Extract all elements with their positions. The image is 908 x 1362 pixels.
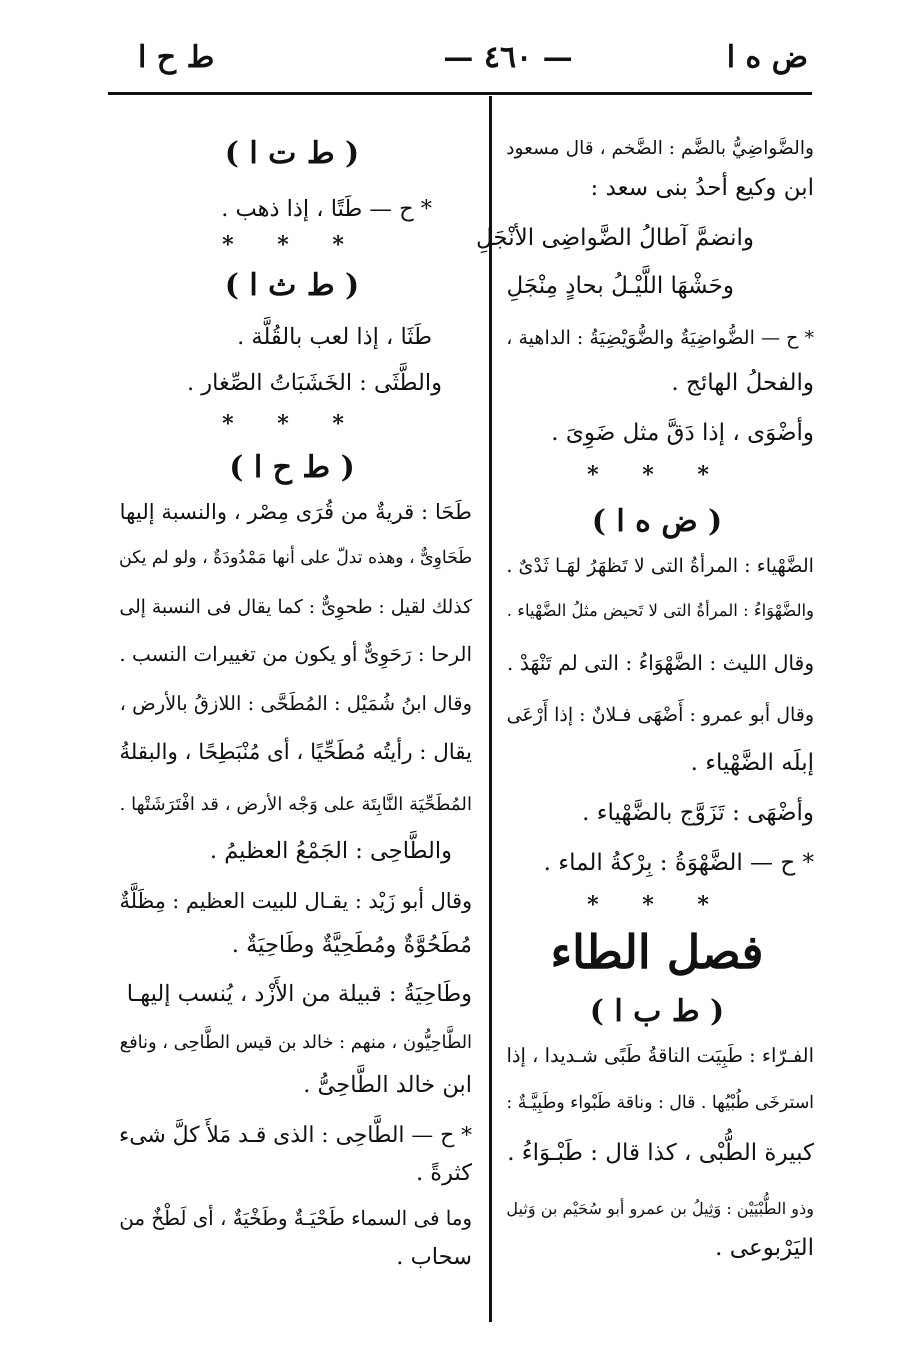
entry-heading: ( ط ب ا ): [589, 994, 725, 1029]
text-line: طَحَاوِىٌّ ، وهذه تدلّ على أنها مَمْدُودَةٌ ، ولو لم يكن: [118, 548, 472, 568]
text-line: كبيرة الطُّبْى ، كذا قال : طَبْـوَاءُ .: [507, 1140, 814, 1166]
text-line: وقال ابنُ شُمَيْل : المُطَحَّى : اللازقُ بالأرض ،: [119, 692, 472, 715]
section-separator: * * *: [587, 462, 727, 488]
text-line: طَثَا ، إذا لعب بالقُلَّة .: [237, 324, 432, 350]
text-line: يقال : رأيتُه مُطَحِّيًا ، أى مُنْبَطِحًا ، والبقلةُ: [119, 740, 472, 765]
text-line: ابن وكيع أحدُ بنى سعد :: [590, 175, 814, 201]
entry-heading: ( ض ه ا ): [591, 504, 723, 539]
header-right-root: ض ه ا: [726, 40, 808, 75]
section-title: فصل الطاء: [550, 925, 764, 979]
text-line: الفـرّاء : طَبِيَت الناقةُ طَبًى شـديدا ، إذا: [506, 1044, 814, 1067]
text-line: كذلك لقيل : طحوِىٌّ : كما يقال فى النسبة إلى: [119, 597, 472, 618]
section-separator: * * *: [222, 232, 362, 258]
text-line: * ح — الطَّاحِى : الذى قـد مَلأَ كلَّ شىء: [118, 1123, 472, 1148]
text-line: والطَّثَى : الخَشَبَاتُ الصِّغار .: [186, 370, 442, 396]
text-line: الطَّاحِيُّون ، منهم : خالد بن قيس الطَّاحِى ، ونافع: [119, 1032, 472, 1053]
entry-heading: ( ط ح ا ): [229, 450, 355, 485]
text-line: والضَّواضِيُّ بالضَّم : الضَّخم ، قال مسعود: [506, 138, 814, 159]
entry-heading: ( ط ت ا ): [224, 136, 360, 171]
header-rule: [108, 92, 812, 95]
text-line: طَحَا : قريةٌ من قُرَى مِصْر ، والنسبة إليها: [119, 500, 472, 525]
text-line: سحاب .: [396, 1244, 472, 1270]
page-header: [108, 40, 808, 90]
text-line: الضَّهْياء : المرأةُ التى لا تَظهَرُ لهَـا ثَدْىٌ .: [506, 554, 814, 577]
text-line: وذو الطُّبْيَيْن : وَثِيلُ بن عمرو أبو سُحَيْم بن وَثيل: [506, 1199, 814, 1218]
text-line: وقال أبو عمرو : أَضْهَى فـلانٌ : إذا أَرْعَى: [506, 704, 814, 726]
entry-heading: ( ط ث ا ): [224, 268, 360, 303]
text-line: مُطَحُوَّةٌ ومُطَحِيَّةٌ وطَاحِيَةٌ .: [231, 932, 472, 958]
text-line: كثرةً .: [415, 1160, 472, 1186]
verse-line: وحَشْهَا اللَّيْـلُ بحادٍ مِنْجَلِ: [506, 273, 734, 299]
text-line: * ح — طَتًا ، إذا ذهب .: [221, 196, 432, 222]
text-line: وأضْهَى : تَزَوَّج بالضَّهْياء .: [582, 800, 814, 826]
text-line: الرحا : رَحَوِىٌّ أو يكون من تغييرات النسب .: [119, 642, 472, 666]
text-line: * ح — الضُّواضِيَةُ والضُّوَيْضِيَةُ : الداهية ،: [506, 327, 814, 349]
text-line: وما فى السماء طَحْيَـةٌ وطَخْيَةٌ ، أى لَطْخٌ من: [119, 1207, 472, 1230]
text-line: اليَرْبوعى .: [715, 1235, 814, 1261]
header-left-root: ط ح ا: [138, 40, 215, 75]
text-line: والطَّاحِى : الجَمْعُ العظيمُ .: [209, 838, 452, 864]
text-line: والضَّهْوَاءُ : المرأةُ التى لا تَحيض مثلُ الضَّهْياء .: [506, 601, 814, 620]
text-line: وأضْوَى ، إذا دَقَّ مثل ضَوِىَ .: [551, 420, 814, 446]
text-line: وقال أبو زَيْد : يقـال للبيت العظيم : مِظَلَّةٌ: [119, 889, 472, 913]
text-line: المُطَحِّيَة النَّابِتَة على وَجْه الأرض ، قد افْتَرَشَتْها .: [119, 794, 472, 815]
text-line: إبلَه الضَّهْياء .: [690, 750, 814, 776]
section-separator: * * *: [587, 892, 727, 918]
text-line: والفحلُ الهائج .: [671, 370, 814, 396]
verse-line: وانضمَّ آطالُ الضَّواضِى الأنْجَلِ: [476, 225, 754, 251]
text-line: وطَاحِيَةُ : قبيلة من الأَزْد ، يُنسب إليهـا: [126, 981, 472, 1007]
text-line: استرخَى طُبْيُها . قال : وناقة طَبْواء وطَبِيَّـةٌ :: [506, 1093, 814, 1113]
text-line: ابن خالد الطَّاحِىُّ .: [303, 1072, 472, 1098]
text-line: * ح — الضَّهْوَةُ : بِرْكةُ الماء .: [543, 850, 814, 876]
column-divider: [489, 96, 492, 1322]
section-separator: * * *: [222, 411, 362, 437]
text-line: وقال الليث : الضَّهْوَاءُ : التى لم تَنْهَدْ .: [506, 651, 814, 675]
page-number: — ٤٦٠ —: [443, 40, 573, 75]
